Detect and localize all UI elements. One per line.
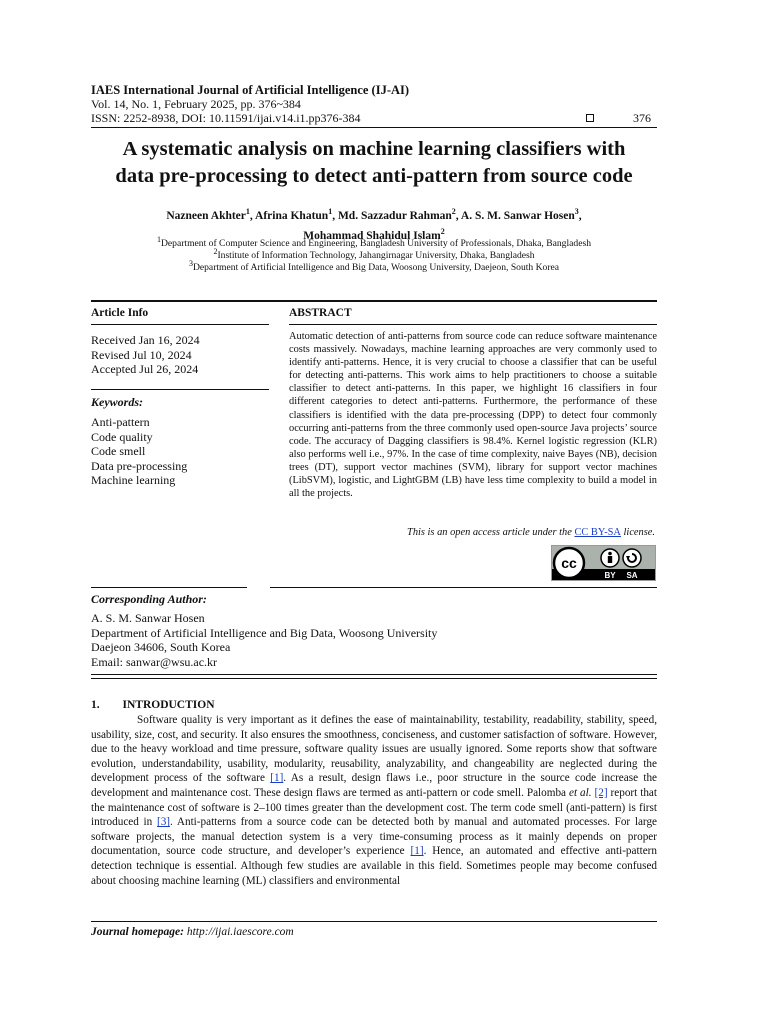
corresponding-rule-right [270, 587, 657, 588]
keywords-rule [91, 389, 269, 390]
square-icon [586, 114, 594, 122]
paper-title [91, 136, 657, 190]
article-info-rule [91, 324, 269, 325]
by-label: BY [604, 571, 616, 580]
homepage-label: Journal homepage: [91, 926, 184, 938]
affiliation-2-sup: 2 [213, 247, 218, 256]
citation-link[interactable]: [3] [156, 816, 171, 829]
info-top-rule [91, 300, 657, 302]
citation-link[interactable]: [2] [594, 786, 608, 799]
citation-link[interactable]: [1] [410, 845, 424, 858]
homepage-url[interactable]: http://ijai.iaescore.com [186, 926, 294, 938]
issn-doi: ISSN: 2252-8938, DOI: 10.11591/ijai.v14.i1.pp376-384 [91, 111, 361, 125]
corresponding-city: Daejeon 34606, South Korea [91, 640, 231, 655]
author-3-sup: 2 [451, 207, 456, 216]
license-prefix: This is an open access article under the [407, 527, 572, 538]
page-number: 376 [633, 111, 651, 125]
author-4: A. S. M. Sanwar Hosen [460, 209, 575, 222]
cc-by-sa-link[interactable]: CC BY-SA [574, 527, 621, 538]
history [91, 333, 200, 377]
keyword-item: Anti-pattern [91, 415, 150, 429]
keyword-item: Data pre-processing [91, 458, 188, 473]
author-2: Afrina Khatun [255, 209, 329, 222]
sa-share-icon [623, 549, 641, 567]
title-line-1: A systematic analysis on machine learning classifiers with [122, 138, 626, 160]
corresponding-dept: Department of Artificial Intelligence and Big Data, Woosong University [91, 625, 438, 640]
affiliation-2-text: Institute of Information Technology, Jahangirnagar University, Dhaka, Bangladesh [217, 250, 535, 262]
keywords-heading: Keywords: [91, 395, 143, 409]
license-suffix: license. [623, 527, 655, 538]
corresponding-heading: Corresponding Author: [91, 592, 207, 606]
keyword-list [91, 415, 187, 488]
abstract-heading: ABSTRACT [289, 307, 352, 319]
keyword-item: Code quality [91, 429, 153, 444]
journal-homepage [91, 926, 294, 938]
issn-line [91, 111, 657, 126]
sa-label: SA [626, 571, 638, 580]
cc-by-sa-badge[interactable] [551, 545, 656, 581]
corresponding-name: A. S. M. Sanwar Hosen [91, 611, 205, 625]
abstract-text: Automatic detection of anti-patterns from source code can reduce software maintenance costs massively. Nowadays, machine learning approaches are very commonly used to identify anti-patterns. Hence, it is very crucial to choose a classifier that can be useful for detecting anti-patterns. This work aims to help practitioners to choose a suitable classifier to detect anti-patterns. In this paper, we highlight 16 classifiers in four different categories to detect anti-patterns. Furthermore, the performance of these classifiers is identified with the data pre-processing (DPP) to detect four commonly occurring anti-patterns from the three commonly used open-source Java projects’ source code. The accuracy of Dagging classifiers is 98.4%. Kernel logistic regression (KLR) also performs well i.e., 97%. In the case of time complexity, naive Bayes (NB), decision trees (DT), support vector machines (SVM), library for support vector machines (LibSVM), logistic, and LightGBM (LB) have less time complexity to build a model in all the projects. [289, 331, 657, 500]
intro-text-5: . Hence, an automated and effective anti-pattern detection technique is essential. Although few studies are available in this field. Sometimes people may become confused about choosing machine learning (ML) classifiers and environmental [91, 845, 657, 887]
corresponding-details [91, 611, 437, 669]
cc-label: cc [561, 555, 577, 571]
keyword-item: Machine learning [91, 473, 176, 488]
intro-text-2: . As a result, design flaws i.e., poor structure in the source code increase the development and maintenance cost. These design flaws are termed as anti-pattern or code smell. Palomba [91, 772, 658, 799]
intro-heading [91, 699, 215, 711]
received-date: Received Jan 16, 2024 [91, 333, 200, 347]
cc-badge-graphic [552, 546, 655, 580]
title-line-2: data pre-processing to detect anti-pattern from source code [115, 165, 633, 187]
affiliation-3-sup: 3 [188, 259, 193, 268]
intro-paragraph [91, 713, 657, 888]
author-1: Nazneen Akhter [166, 209, 246, 222]
et-al: et al. [569, 786, 592, 799]
abstract-rule [289, 324, 657, 325]
affiliation-1-sup: 1 [156, 235, 161, 244]
intro-text-1: Software quality is very important as it defines the ease of maintainability, testability, readability, stability, speed, usability, size, cost, and security. It also ensures the smoothness, conciseness, and customer satisfaction of software. However, due to the heavy workload and time pressure, software quality issues are usually ignored. Some reports show that software evolution, understandability, usability, modularity, reusability, analyzability, and changeability are neglected during the development process of the software [91, 714, 657, 785]
intro-heading-number: 1. [91, 699, 100, 711]
affiliation-3 [91, 258, 657, 274]
journal-name: IAES International Journal of Artificial Intelligence (IJ-AI) [91, 83, 410, 97]
author-3: Md. Sazzadur Rahman [337, 209, 452, 222]
revised-date: Revised Jul 10, 2024 [91, 347, 192, 362]
double-rule-top [91, 674, 657, 675]
keyword-item: Code smell [91, 444, 146, 459]
author-2-sup: 1 [328, 207, 333, 216]
author-line-1: Nazneen Akhter$^1$, Afrina Khatun$^1$, Md. Sazzadur Rahman$^2$, A. S. M. Sanwar Hosen$^3$, [166, 207, 582, 222]
article-info-heading: Article Info [91, 307, 149, 319]
footer-rule [91, 921, 657, 922]
intro-text-3: report that the maintenance cost of software is 2–100 times greater than the development cost. The term code smell (anti-pattern) is first introduced in [91, 786, 657, 829]
author-4-sup: 3 [574, 207, 579, 216]
affiliation-1-text: Department of Computer Science and Engineering, Bangladesh University of Professionals, Dhaka, Bangladesh [160, 238, 591, 250]
header-rule [91, 127, 657, 128]
author-5: Mohammad Shahidul Islam [303, 229, 441, 242]
author-1-sup: 1 [245, 207, 250, 216]
intro-text-4: . Anti-patterns from a source code can be detected both by manual and automated processes. For large software projects, the manual detection system is a very time-consuming process as it mainly depends on proper documentation, source code structure, and developer’s experience [91, 816, 658, 858]
citation-link[interactable]: [1] [270, 772, 284, 785]
volume-line: Vol. 14, No. 1, February 2025, pp. 376~384 [91, 97, 301, 111]
double-rule-bottom [91, 678, 657, 679]
corresponding-rule-left [91, 587, 247, 588]
intro-heading-text: INTRODUCTION [122, 699, 215, 711]
author-5-sup: 2 [440, 226, 445, 236]
license-line [289, 527, 655, 538]
affiliation-3-text: Department of Artificial Intelligence and Big Data, Woosong University, Daejeon, South Korea [192, 262, 560, 274]
corresponding-email[interactable]: Email: sanwar@wsu.ac.kr [91, 654, 218, 669]
accepted-date: Accepted Jul 26, 2024 [91, 362, 199, 377]
